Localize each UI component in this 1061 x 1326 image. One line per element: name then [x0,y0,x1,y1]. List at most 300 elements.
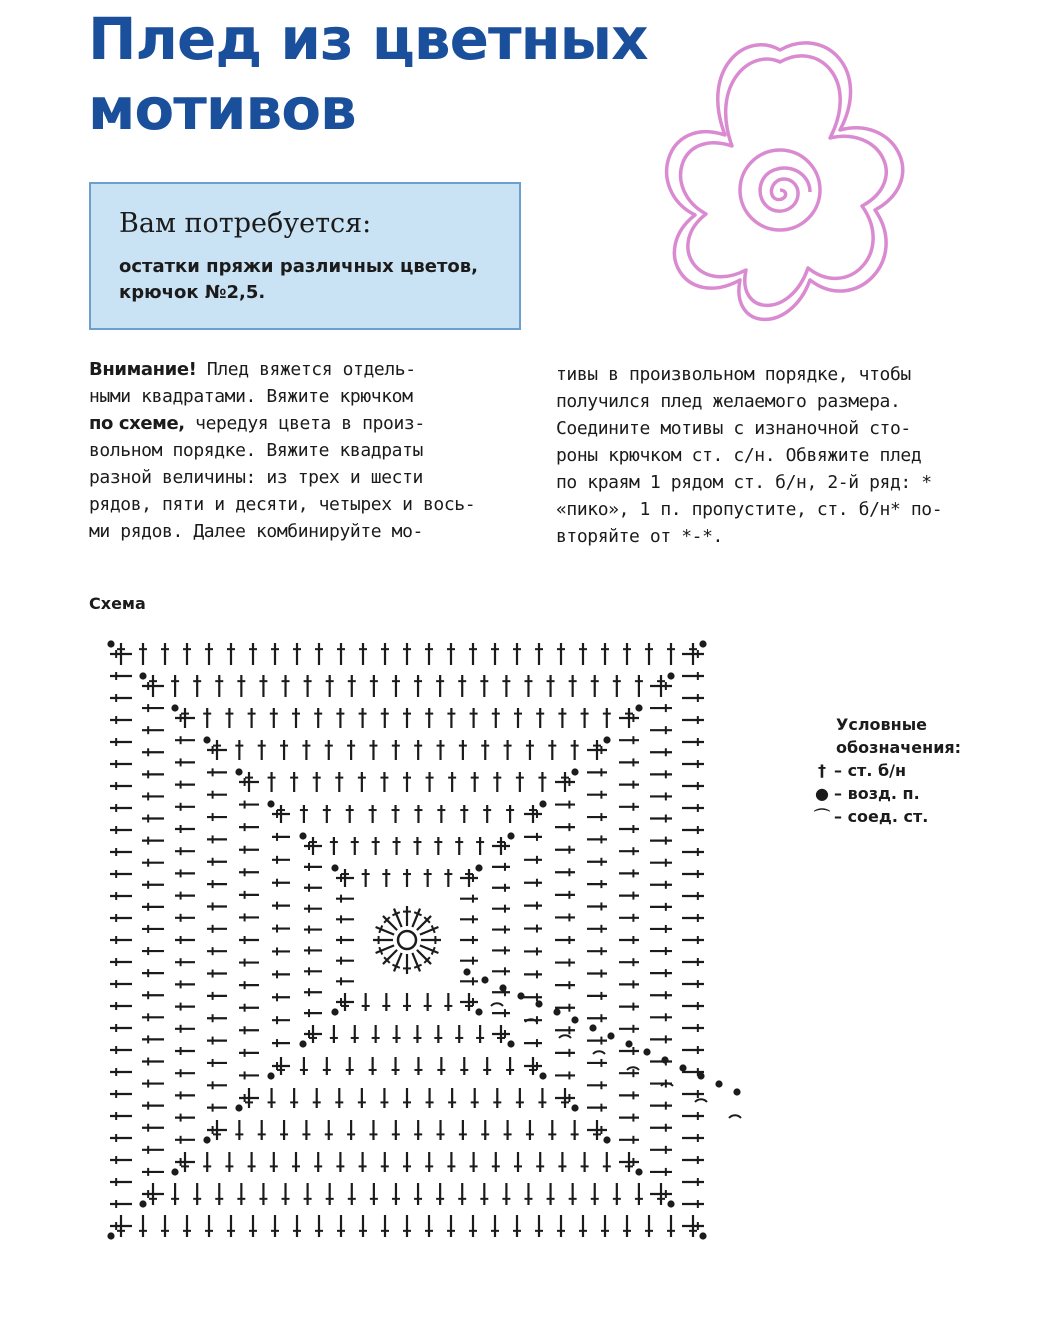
chain-dot [539,1072,546,1079]
stitch-symbol [555,823,575,831]
stitch-symbol [373,936,393,944]
stitch-symbol [444,869,452,887]
stitch-symbol [207,858,227,866]
stitch-symbol [239,846,259,854]
stitch-symbol [555,959,575,967]
stitch-symbol [207,1104,227,1112]
legend-title-line-1: Условные [836,715,928,734]
stitch-symbol [413,1025,421,1043]
stitch-symbol [619,1069,639,1077]
stitch-symbol [383,950,397,964]
stitch-symbol [650,815,672,823]
stitch-symbol [459,740,467,760]
stitch-symbol [205,1215,213,1237]
stitch-symbol [492,946,510,954]
stitch-symbol [460,1057,468,1075]
stitch-symbol [175,892,195,900]
stitch-symbol [139,643,147,665]
stitch-symbol [175,847,195,855]
stitch-symbol [447,1215,455,1237]
stitch-symbol [175,1025,195,1033]
stitch-symbol [513,1215,521,1237]
stitch-symbol [448,772,456,792]
stitch-symbol [682,826,704,834]
chain-dot [475,1008,482,1015]
stitch-symbol [581,708,589,728]
stitch-symbol [506,805,514,823]
chain-dot [267,800,274,807]
stitch-symbol [272,925,290,933]
stitch-symbol [619,847,639,855]
stitch-symbol [417,950,431,964]
stitch-symbol [682,892,704,900]
instr-left-line-1: Плед вяжется отдель- [196,359,416,380]
flower-illustration [640,30,920,340]
stitch-symbol [110,1002,132,1010]
stitch-symbol [175,803,195,811]
stitch-symbol [635,675,643,697]
stitch-symbol [635,1183,643,1205]
stitch-symbol [414,1183,422,1205]
stitch-symbol [469,1215,477,1237]
stitch-symbol [434,1025,442,1043]
instr-right-line-4: роны крючком ст. с/н. Обвяжите плед [556,445,922,466]
instr-right-line-6: «пико», 1 п. пропустите, ст. б/н* по- [556,499,943,520]
stitch-symbol [290,1088,298,1108]
stitch-symbol [682,804,704,812]
stitch-symbol [579,1215,587,1237]
stitch-symbol [110,870,132,878]
stitch-symbol [326,1183,334,1205]
stitch-symbol [142,1168,164,1176]
stitch-symbol [142,991,164,999]
stitch-symbol [304,1183,312,1205]
stitch-symbol [682,1134,704,1142]
chain-dot [661,1056,668,1063]
stitch-symbol [603,708,611,728]
stitch-symbol [370,1183,378,1205]
stitch-symbol [403,906,411,926]
stitch-symbol [587,1081,607,1089]
stitch-symbol [272,879,290,887]
stitch-symbol [304,926,322,934]
stitch-symbol [555,891,575,899]
stitch-symbol [392,1120,400,1140]
stitch-symbol [420,925,438,934]
stitch-symbol [425,708,433,728]
stitch-symbol [183,1215,191,1237]
stitch-symbol [538,1088,546,1108]
stitch-symbol [650,859,672,867]
instr-right-line-1: тивы в произвольном порядке, чтобы [556,364,911,385]
stitch-symbol [403,643,411,665]
stitch-symbol [315,643,323,665]
stitch-symbol [619,936,639,944]
chain-dot [539,800,546,807]
stitch-symbol [587,813,607,821]
stitch-symbol [142,792,164,800]
stitch-symbol [383,916,397,930]
stitch-symbol [325,1120,333,1140]
stitch-symbol [650,1035,672,1043]
stitch-symbol [581,1152,589,1172]
stitch-symbol [325,740,333,760]
stitch-symbol [304,905,322,913]
stitch-symbol [619,914,639,922]
stitch-symbol [514,708,522,728]
stitch-symbol [650,1124,672,1132]
stitch-symbol [323,1057,331,1075]
stitch-symbol [362,869,370,887]
chain-dot [203,736,210,743]
stitch-symbol [650,947,672,955]
stitch-symbol [682,694,704,702]
stitch-symbol [142,815,164,823]
stitch-symbol [315,1215,323,1237]
stitch-symbol [645,643,653,665]
stitch-symbol [619,1136,639,1144]
stitch-symbol [619,825,639,833]
stitch-symbol [526,740,534,760]
stitch-symbol [292,708,300,728]
chain-dot [699,1232,706,1239]
stitch-symbol [362,993,370,1011]
stitch-symbol [110,848,132,856]
stitch-symbol [207,768,227,776]
stitch-symbol [491,643,499,665]
stitch-symbol [650,969,672,977]
instr-right-line-5: по краям 1 рядом ст. б/н, 2-й ряд: * [556,472,932,493]
stitch-symbol [336,977,354,985]
legend-row-dc [810,759,961,782]
stitch-symbol [207,813,227,821]
stitch-symbol [175,1069,195,1077]
chain-dot [603,1136,610,1143]
chain-dot [635,1168,642,1175]
chain-dot [607,1032,614,1039]
stitch-symbol [480,675,488,697]
chain-dot [697,1072,704,1079]
stitch-symbol [239,1049,259,1057]
stitch-symbol [619,781,639,789]
stitch-symbol [481,740,489,760]
stitch-symbol [650,1146,672,1154]
stitch-symbol [270,708,278,728]
stitch-symbol [437,1057,445,1075]
stitch-symbol [203,1152,211,1172]
stitch-symbol [381,1215,389,1237]
page-title [88,4,648,144]
stitch-symbol [506,1057,514,1075]
stitch-symbol [460,936,478,944]
stitch-symbol [493,1088,501,1108]
stitch-symbol [458,1183,466,1205]
stitch-symbol [392,805,400,823]
stitch-symbol [142,1057,164,1065]
stitch-symbol [426,1088,434,1108]
stitch-symbol [524,902,542,910]
stitch-symbol [304,946,322,954]
stitch-symbol [667,1215,675,1237]
chain-dot [235,1104,242,1111]
stitch-symbol [414,740,422,760]
stitch-symbol [347,740,355,760]
stitch-symbol [516,772,524,792]
chain-dot [517,992,524,999]
legend-row-slip [810,805,961,828]
stitch-symbol [392,675,400,697]
chain-dot [299,832,306,839]
stitch-symbol [417,916,431,930]
stitch-symbol [142,903,164,911]
stitch-symbol [682,1024,704,1032]
stitch-symbol [110,1134,132,1142]
stitch-symbol [470,708,478,728]
legend-title [810,713,961,759]
stitch-symbol [471,772,479,792]
stitch-symbol [175,958,195,966]
stitch-symbol [650,1013,672,1021]
stitch-symbol [483,805,491,823]
stitch-symbol [650,748,672,756]
stitch-symbol [587,992,607,1000]
stitch-symbol [293,1215,301,1237]
stitch-symbol [682,980,704,988]
instr-right-line-7: вторяйте от *-*. [556,526,723,547]
stitch-symbol [524,925,542,933]
arc-icon: ⌒ [813,807,830,826]
stitch-symbol [239,913,259,921]
stitch-symbol [524,1039,542,1047]
flower-outline-outer [667,43,903,319]
stitch-symbol [619,1003,639,1011]
stitch-symbol [304,1009,322,1017]
stitch-symbol [547,1183,555,1205]
legend-label-dc: – ст. б/н [834,761,907,780]
stitch-symbol [392,909,401,927]
stitch-symbol [110,672,132,680]
stitch-symbol [493,772,501,792]
stitch-symbol [142,1124,164,1132]
stitch-symbol [650,1102,672,1110]
stitch-symbol [239,1026,259,1034]
stitch-symbol [358,1088,366,1108]
stitch-symbol [175,869,195,877]
stitch-symbol [175,980,195,988]
dot-icon: ● [815,784,829,803]
stitch-symbol [403,993,411,1011]
stitch-symbol [650,1057,672,1065]
stitch-symbol [526,1120,534,1140]
stitch-symbol [268,1088,276,1108]
chain-dot [139,1200,146,1207]
chain-dot [235,768,242,775]
stitch-symbol [300,805,308,823]
dagger-icon: † [818,761,826,780]
stitch-symbol [424,869,432,887]
stitch-symbol [369,740,377,760]
stitch-symbol [587,947,607,955]
stitch-symbol [323,805,331,823]
stitch-symbol [555,1026,575,1034]
stitch-symbol [619,980,639,988]
stitch-symbol [480,1183,488,1205]
stitch-symbol [258,740,266,760]
stitch-symbol [239,868,259,876]
stitch-symbol [471,1088,479,1108]
stitch-symbol [142,704,164,712]
stitch-symbol [650,837,672,845]
slip-arc [729,1115,741,1118]
flower-spiral [760,168,810,211]
chain-dot [203,1136,210,1143]
stitch-symbol [426,772,434,792]
stitch-symbol [271,1215,279,1237]
stitch-symbol [492,884,510,892]
stitch-symbol [603,1152,611,1172]
stitch-symbol [460,805,468,823]
stitch-symbol [434,837,442,855]
stitch-symbol [207,791,227,799]
stitch-symbol [555,913,575,921]
stitch-symbol [351,1025,359,1043]
stitch-symbol [555,868,575,876]
stitch-symbol [425,1215,433,1237]
stitch-symbol [235,1120,243,1140]
stitch-symbol [587,1014,607,1022]
schema-label: Схема [89,594,146,613]
stitch-symbol [447,643,455,665]
stitch-symbol [569,1183,577,1205]
stitch-symbol [555,981,575,989]
stitch-symbol [175,781,195,789]
stitch-symbol [524,1183,532,1205]
stitch-symbol [142,881,164,889]
stitch-symbol [175,1047,195,1055]
stitch-symbol [682,870,704,878]
stitch-symbol [619,803,639,811]
stitch-symbol [239,891,259,899]
slip-arc [593,1051,605,1054]
chain-dot [499,984,506,991]
stitch-symbol [460,895,478,903]
stitch-symbol [142,726,164,734]
stitch-symbol [587,1104,607,1112]
stitch-symbol [193,675,201,697]
stitch-symbol [380,1088,388,1108]
stitch-symbol [504,1120,512,1140]
stitch-symbol [555,801,575,809]
stitch-symbol [420,945,438,954]
instructions-right-column [556,361,986,550]
stitch-symbol [376,925,394,934]
title-line-1: Плед из цветных [88,5,648,73]
stitch-symbol [619,892,639,900]
stitch-symbol [601,1215,609,1237]
stitch-symbol [587,835,607,843]
stitch-symbol [650,991,672,999]
chain-dot [475,864,482,871]
stitch-symbol [524,947,542,955]
stitch-symbol [142,947,164,955]
materials-heading: Вам потребуется: [119,208,372,239]
stitch-symbol [425,643,433,665]
stitch-symbol [110,1024,132,1032]
stitch-symbol [142,925,164,933]
chain-dot [507,832,514,839]
stitch-symbol [571,1120,579,1140]
stitch-symbol [142,859,164,867]
instr-right-line-3: Соедините мотивы с изнаночной сто- [556,418,911,439]
stitch-symbol [270,1152,278,1172]
stitch-symbol [110,1090,132,1098]
stitch-symbol [424,993,432,1011]
materials-line-1: остатки пряжи различных цветов, [119,256,479,277]
crochet-diagram [80,640,770,1270]
instr-left-line-7: ми рядов. Далее комбинируйте мо- [89,521,423,542]
stitch-symbol [330,1025,338,1043]
stitch-symbol [682,1090,704,1098]
instr-left-line-5: разной величины: из трех и шести [89,467,423,488]
stitch-symbol [481,1120,489,1140]
stitch-symbol [175,736,195,744]
stitch-symbol [161,1215,169,1237]
stitch-symbol [476,1025,484,1043]
stitch-symbol [290,772,298,792]
stitch-symbol [248,708,256,728]
stitch-symbol [381,708,389,728]
stitch-symbol [613,675,621,697]
stitch-symbol [110,782,132,790]
stitch-symbol [579,643,587,665]
stitch-symbol [142,1080,164,1088]
stitch-symbol [667,643,675,665]
stitch-symbol [272,970,290,978]
stitch-symbol [682,1002,704,1010]
stitch-symbol [650,726,672,734]
chain-dot [535,1000,542,1007]
slip-arc [559,1035,571,1038]
stitch-symbol [392,953,401,971]
stitch-symbol [459,1120,467,1140]
stitch-symbol [682,1046,704,1054]
stitch-symbol [347,1120,355,1140]
stitch-symbol [492,708,500,728]
stitch-symbol [682,958,704,966]
stitch-symbol [110,1156,132,1164]
chain-dot [699,640,706,647]
legend-title-line-2: обозначения: [836,738,962,757]
stitch-symbol [492,1009,510,1017]
stitch-symbol [207,970,227,978]
stitch-symbol [447,708,455,728]
stitch-symbol [412,909,421,927]
chain-dot [603,736,610,743]
stitch-symbol [300,1057,308,1075]
stitch-symbol [437,740,445,760]
stitch-symbol [372,1025,380,1043]
stitch-symbol [392,1057,400,1075]
stitch-symbol [142,837,164,845]
stitch-symbol [392,740,400,760]
stitch-symbol [239,823,259,831]
stitch-symbol [569,675,577,697]
stitch-symbol [650,1168,672,1176]
stitch-symbol [413,837,421,855]
stitch-symbol [502,1183,510,1205]
stitch-symbol [372,837,380,855]
stitch-symbol [535,643,543,665]
